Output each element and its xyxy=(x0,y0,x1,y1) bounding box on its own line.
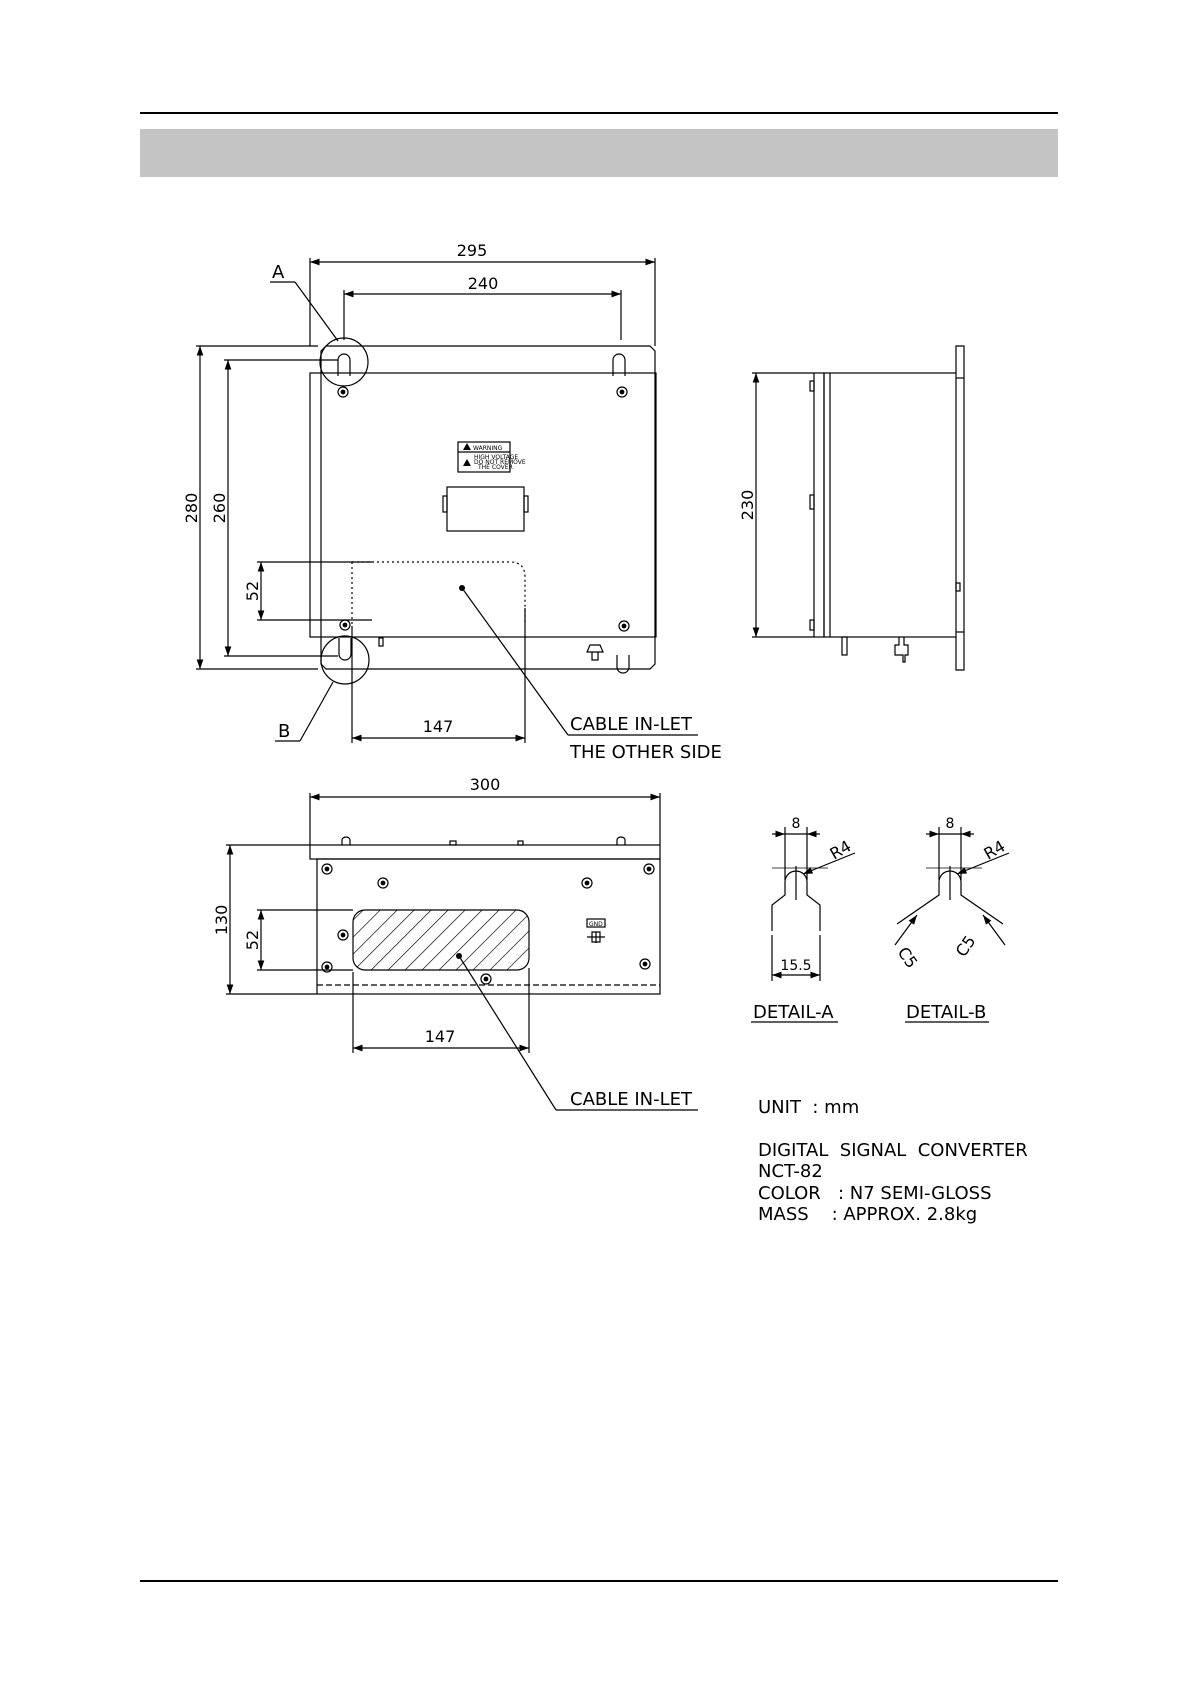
detail-b-dim-8: 8 xyxy=(945,816,955,832)
dim-inlet-offset-147: 147 xyxy=(422,717,454,736)
front-view xyxy=(196,258,698,743)
mass-spec: MASS : APPROX. 2.8kg xyxy=(758,1204,978,1225)
side-view xyxy=(752,346,964,670)
dim-width-295: 295 xyxy=(456,241,488,260)
dim-depth-230: 230 xyxy=(738,489,757,521)
cable-gland xyxy=(895,637,908,662)
keyhole-slot-bottom-left xyxy=(339,638,351,660)
keyhole-slot-bottom-right xyxy=(617,655,629,673)
cable-inlet-plate xyxy=(353,910,529,970)
detail-a-dim-8: 8 xyxy=(791,816,801,832)
detail-a-dim-15-5: 15.5 xyxy=(780,958,812,974)
warning-label-line-3: THE COVER xyxy=(478,464,513,471)
dim-bottom-width-300: 300 xyxy=(469,775,501,794)
bottom-cable-inlet-callout: CABLE IN-LET xyxy=(570,1089,693,1110)
dim-hole-pitch-240: 240 xyxy=(467,274,499,293)
detail-a-radius: R4 xyxy=(826,836,855,864)
dim-inlet-height-52: 52 xyxy=(243,580,262,602)
detail-b-chamfer-right: C5 xyxy=(951,931,980,961)
cable-inlet-callout: CABLE IN-LET xyxy=(570,714,693,735)
front-window xyxy=(447,487,524,531)
model-number: NCT-82 xyxy=(758,1161,823,1182)
product-name: DIGITAL SIGNAL CONVERTER xyxy=(758,1139,1028,1161)
bottom-view xyxy=(226,793,698,1110)
detail-b-chamfer-left: C5 xyxy=(893,943,922,972)
gnd-label: GND xyxy=(589,921,603,928)
side-enclosure-body xyxy=(824,373,956,637)
hidden-cable-inlet xyxy=(352,562,525,624)
dim-bottom-inlet-52: 52 xyxy=(243,929,262,951)
front-enclosure-body xyxy=(310,373,656,637)
bottom-top-strip xyxy=(310,845,660,859)
detail-b-radius: R4 xyxy=(980,836,1009,864)
cable-inlet-other-side: THE OTHER SIDE xyxy=(570,742,722,763)
detail-b-label: DETAIL-B xyxy=(906,1002,987,1023)
dim-bottom-inlet-147: 147 xyxy=(424,1027,456,1046)
detail-a-circle xyxy=(320,338,368,386)
warning-label-line-1: HIGH VOLTAGE xyxy=(474,454,519,461)
detail-a-marker: A xyxy=(272,262,285,283)
front-screws xyxy=(338,387,629,631)
dim-bottom-height-130: 130 xyxy=(212,904,231,936)
color-spec: COLOR : N7 SEMI-GLOSS xyxy=(758,1182,992,1204)
unit-note: UNIT : mm xyxy=(758,1097,860,1118)
warning-label-title: WARNING xyxy=(473,445,503,452)
wing-nut xyxy=(587,645,603,660)
side-mounting-bracket xyxy=(956,346,964,670)
detail-a-label: DETAIL-A xyxy=(753,1002,834,1023)
drawing-notes xyxy=(758,1097,1058,1226)
detail-b-marker: B xyxy=(278,721,291,742)
warning-label-line-2: DO NOT REMOVE xyxy=(474,459,526,466)
dim-vertical-pitch-260: 260 xyxy=(210,492,229,524)
warning-label xyxy=(458,442,526,472)
dim-height-280: 280 xyxy=(182,492,201,524)
side-front-cover xyxy=(814,373,824,637)
